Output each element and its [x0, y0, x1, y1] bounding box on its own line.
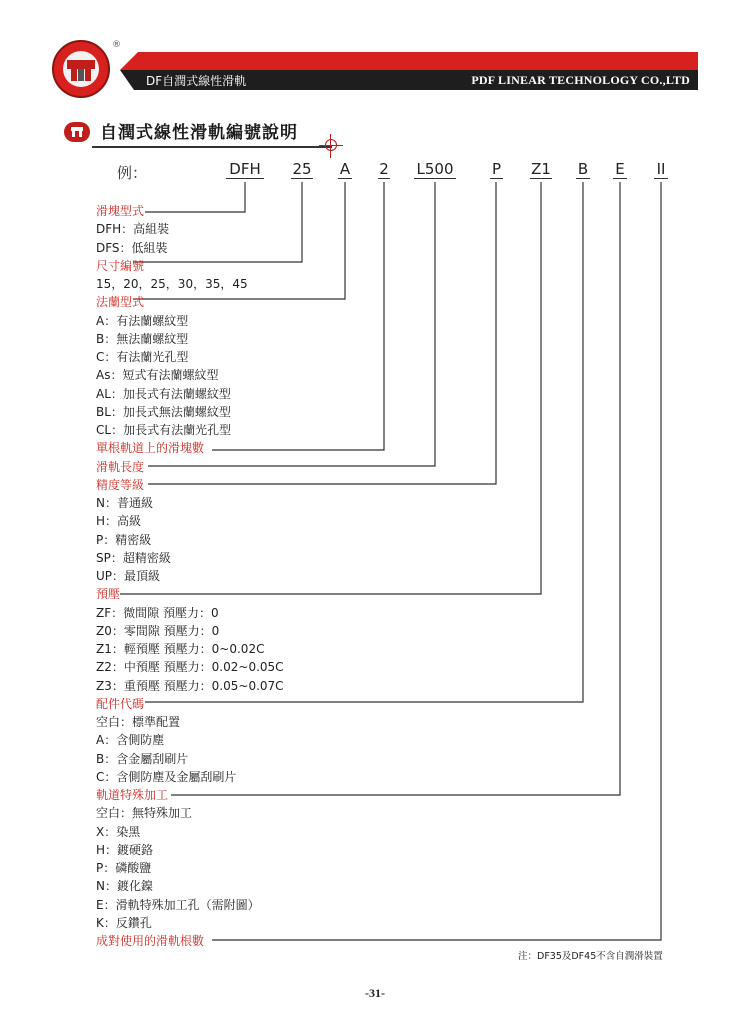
category-label: 滑軌長度 — [96, 459, 145, 474]
option-text: E：滑軌特殊加工孔（需附圖） — [96, 897, 260, 912]
option-text: 空白：無特殊加工 — [96, 806, 193, 821]
option-text: DFH：高組裝 — [96, 222, 170, 237]
option-text: 15，20，25，30，35，45 — [96, 277, 248, 291]
option-text: ZF：微間隙 預壓力：0 — [96, 605, 219, 620]
option-text: X：染黑 — [96, 824, 141, 839]
option-text: CL：加長式有法蘭光孔型 — [96, 423, 232, 437]
option-text: B：無法蘭螺紋型 — [96, 331, 189, 346]
option-text: K：反鑽孔 — [96, 915, 152, 930]
code-accuracy: P — [491, 160, 502, 178]
category-label: 預壓 — [96, 587, 121, 602]
option-text: 空白：標準配置 — [96, 715, 181, 729]
category-label: 精度等級 — [96, 477, 145, 492]
category-label: 成對使用的滑軌根數 — [96, 934, 205, 948]
category-label: 滑塊型式 — [96, 204, 145, 218]
category-label: 尺寸編號 — [96, 258, 145, 273]
option-text: DFS：低組裝 — [96, 240, 168, 255]
option-text: P：磷酸鹽 — [96, 861, 152, 875]
code-preload: Z1 — [531, 160, 551, 178]
category-label: 軌道特殊加工 — [96, 788, 169, 802]
option-text: Z1：輕預壓 預壓力：0~0.02C — [96, 642, 265, 656]
option-text: BL：加長式無法蘭螺紋型 — [96, 404, 231, 419]
page-number: -31- — [365, 986, 385, 1000]
option-text: Z0：零間隙 預壓力：0 — [96, 623, 220, 638]
code-size: 25 — [292, 160, 312, 178]
option-text: SP：超精密級 — [96, 550, 171, 565]
option-text: C：含側防塵及金屬刮刷片 — [96, 769, 237, 784]
option-text: H：鍍硬鉻 — [96, 842, 154, 857]
code-rail-treatment: E — [613, 160, 627, 179]
code-flange: A — [339, 160, 351, 178]
option-text: N：普通級 — [96, 496, 153, 510]
example-label: 例： — [117, 164, 148, 182]
registered-mark: ® — [112, 40, 121, 50]
option-text: B：含金屬刮刷片 — [96, 751, 189, 766]
category-label: 單根軌道上的滑塊數 — [96, 441, 205, 456]
option-text: N：鍍化鎳 — [96, 879, 153, 894]
option-text: C：有法蘭光孔型 — [96, 350, 189, 364]
company-name: PDF LINEAR TECHNOLOGY CO.,LTD — [471, 73, 690, 87]
category-label: 法蘭型式 — [96, 295, 145, 310]
section-title: 自潤式線性滑軌編號說明 — [100, 123, 298, 143]
code-block-type: DFH — [226, 160, 264, 179]
option-text: A：有法蘭螺紋型 — [96, 313, 189, 328]
code-pair-count: II — [654, 160, 668, 179]
footnote: 注：DF35及DF45不含自潤滑裝置 — [518, 951, 663, 962]
option-text: As：短式有法蘭螺紋型 — [96, 368, 219, 383]
code-rail-length: L500 — [414, 160, 456, 179]
option-text: AL：加長式有法蘭螺紋型 — [96, 386, 231, 401]
header-title: DF自潤式線性滑軌 — [146, 74, 247, 88]
code-accessory: B — [577, 160, 589, 178]
code-block-count: 2 — [379, 160, 389, 178]
category-label: 配件代碼 — [96, 696, 145, 711]
option-text: A：含側防塵 — [96, 733, 165, 748]
option-text: UP：最頂級 — [96, 569, 161, 583]
option-text: Z2：中預壓 預壓力：0.02~0.05C — [96, 660, 284, 675]
option-text: Z3：重預壓 預壓力：0.05~0.07C — [96, 678, 284, 693]
option-text: H：高級 — [96, 514, 142, 529]
option-text: P：精密級 — [96, 532, 152, 547]
